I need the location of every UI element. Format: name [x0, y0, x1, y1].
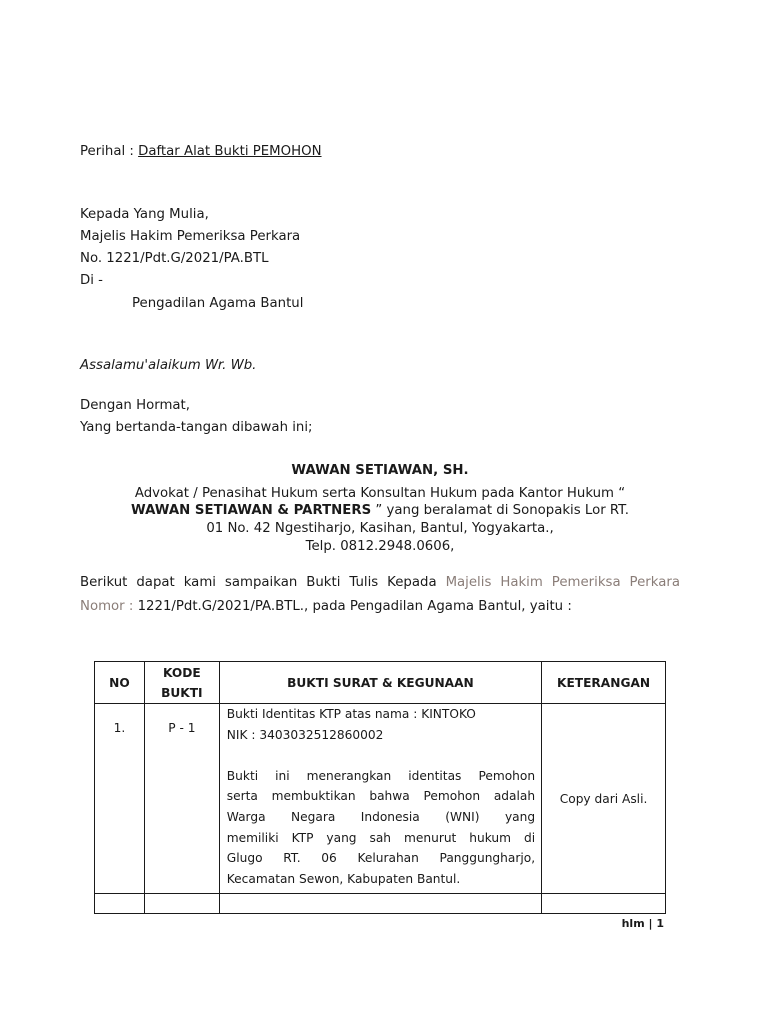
bukti-identity: Bukti Identitas KTP atas nama : KINTOKO — [226, 707, 476, 721]
advocate-line-2 — [80, 503, 680, 518]
address-line-2: Majelis Hakim Pemeriksa Perkara — [80, 229, 301, 244]
intro-part-2: Majelis Hakim Pemeriksa Perkara Nomor : — [80, 575, 680, 614]
advocate-line-4: Telp. 0812.2948.0606, — [305, 539, 455, 554]
intro-paragraph — [80, 571, 680, 618]
header-no: NO — [95, 662, 145, 704]
firm-name: WAWAN SETIAWAN & PARTNERS — [131, 503, 372, 518]
advocate-line-3: 01 No. 42 Ngestiharjo, Kasihan, Bantul, Yogyakarta., — [206, 521, 554, 536]
table-row-empty — [95, 894, 666, 914]
row-kode: P - 1 — [144, 704, 219, 894]
case-number: No. 1221/Pdt.G/2021/PA.BTL — [80, 251, 269, 266]
subject-line — [80, 144, 322, 159]
advocate-line-1: Advokat / Penasihat Hukum serta Konsultan Hukum pada Kantor Hukum “ — [134, 486, 626, 501]
opening-line-2: Yang bertanda-tangan dibawah ini; — [80, 420, 313, 435]
firm-address: ” yang beralamat di Sonopakis Lor RT. — [371, 503, 629, 518]
page-number: hlm | 1 — [621, 917, 664, 930]
opening-line-1: Dengan Hormat, — [80, 398, 190, 413]
header-kode: KODE BUKTI — [144, 662, 219, 704]
bukti-nik: NIK : 3403032512860002 — [226, 727, 384, 742]
header-bukti: BUKTI SURAT & KEGUNAAN — [219, 662, 541, 704]
subject-label: Perihal : — [80, 144, 139, 159]
table-row — [95, 704, 666, 894]
address-line-1: Kepada Yang Mulia, — [80, 207, 209, 222]
advocate-name: WAWAN SETIAWAN, SH. — [291, 463, 469, 478]
row-no: 1. — [95, 704, 145, 894]
greeting: Assalamu'alaikum Wr. Wb. — [80, 358, 257, 373]
address-di: Di - — [80, 273, 103, 288]
desc-line-3: Warga Negara Indonesia (WNI) yang — [226, 809, 536, 824]
table-header-row — [95, 662, 666, 704]
desc-line-2: serta membuktikan bahwa Pemohon adalah — [226, 789, 536, 804]
evidence-table — [94, 661, 666, 914]
subject-value: Daftar Alat Bukti PEMOHON — [138, 144, 322, 159]
court-name: Pengadilan Agama Bantul — [132, 296, 304, 311]
desc-line-1: Bukti ini menerangkan identitas Pemohon — [226, 768, 536, 783]
header-keterangan: KETERANGAN — [542, 662, 666, 704]
row-keterangan: Copy dari Asli. — [542, 704, 666, 894]
intro-part-1: Berikut dapat kami sampaikan Bukti Tulis Kepada — [80, 575, 446, 590]
intro-part-3: 1221/Pdt.G/2021/PA.BTL., pada Pengadilan Agama Bantul, yaitu : — [133, 598, 572, 614]
desc-line-6: Kecamatan Sewon, Kabupaten Bantul. — [226, 871, 461, 886]
desc-line-4: memiliki KTP yang sah menurut hukum di — [226, 830, 536, 845]
row-bukti — [219, 704, 541, 894]
desc-line-5: Glugo RT. 06 Kelurahan Panggungharjo, — [226, 851, 536, 866]
